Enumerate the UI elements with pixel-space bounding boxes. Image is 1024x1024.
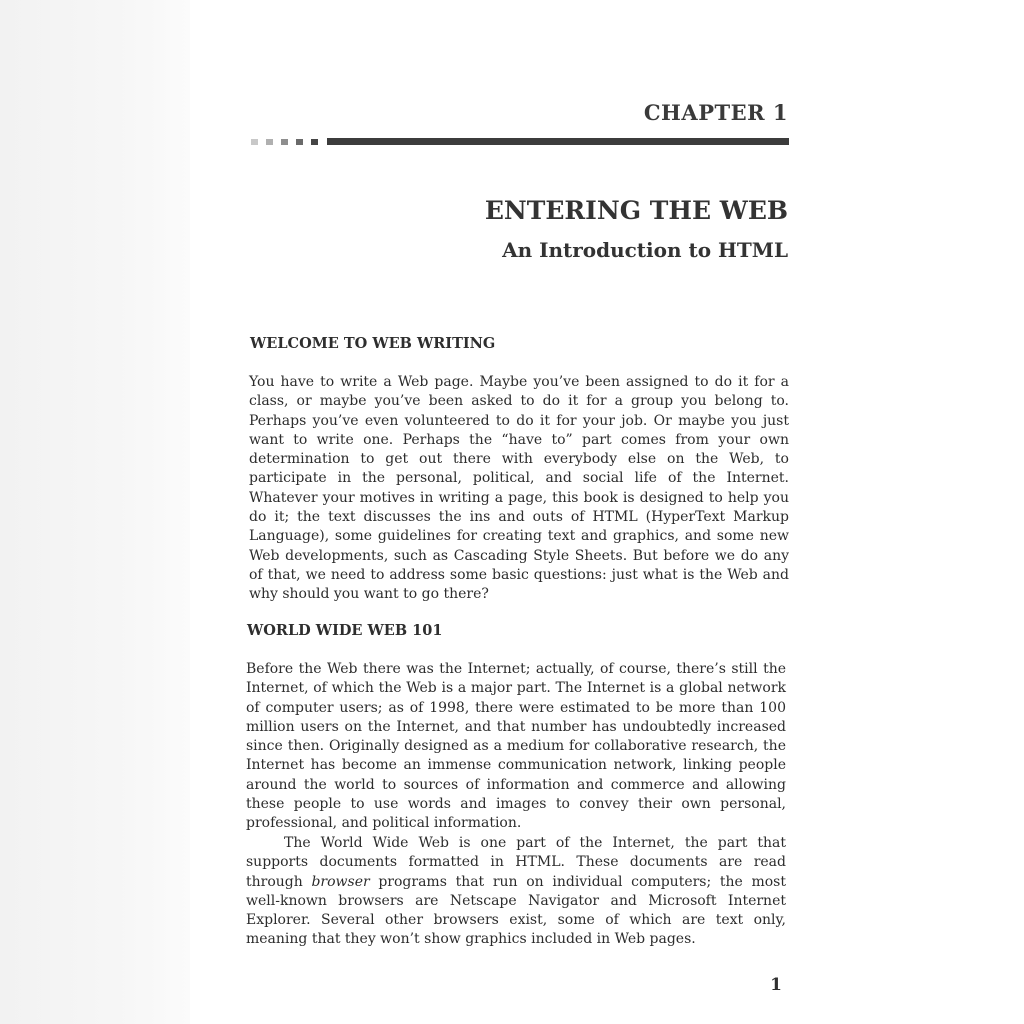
paragraph-www101-1: Before the Web there was the Internet; actually, of course, there’s still the Internet, of which the Web is a major part. The Internet is a global network of computer users; as of 1998, there were estimated to be more than 100 million users on the Internet, and that number has undoubtedly increased since then. Originally designed as a medium for collaborative research, the Internet has become an immense communication network, linking people around the world to sources of information and commerce and allowing these people to use words and images to convey their own personal, professional, and political information. <box>246 661 786 832</box>
rule-dot <box>296 139 303 145</box>
chapter-subtitle: An Introduction to HTML <box>502 238 788 262</box>
rule-dot <box>266 139 273 145</box>
chapter-rule <box>251 138 789 146</box>
paragraph-text: The World Wide Web is one part of the Internet, the part that supports documents formatted in HTML. These documents are read through <box>246 835 786 890</box>
section-heading-welcome: WELCOME TO WEB WRITING <box>250 335 496 352</box>
italic-term-browser: browser <box>311 873 370 890</box>
section-heading-www101: WORLD WIDE WEB 101 <box>247 622 443 639</box>
rule-dot <box>311 139 318 145</box>
rule-dot <box>251 139 258 145</box>
paragraph-text: programs that run on individual computers; the most well-known browsers are Netscape Navigator and Microsoft Internet Explorer. Several other browsers exist, some of which are text only, meaning that they won’t show graphics included in Web pages. <box>246 873 786 948</box>
paragraph-www101-2 <box>246 834 786 950</box>
page-gutter-shadow <box>0 0 190 1024</box>
paragraph-welcome: You have to write a Web page. Maybe you’ve been assigned to do it for a class, or maybe you’ve been asked to do it for a group you belong to. Perhaps you’ve even volunteered to do it for your job. Or maybe you just want to write one. Perhaps the “have to” part comes from your own determination to get out there with everybody else on the Web, to participate in the personal, political, and social life of the Internet. Whatever your motives in writing a page, this book is designed to help you do it; the text discusses the ins and outs of HTML (HyperText Markup Language), some guidelines for creating text and graphics, and some new Web developments, such as Cascading Style Sheets. But before we do any of that, we need to address some basic questions: just what is the Web and why should you want to go there? <box>249 374 789 603</box>
chapter-title: ENTERING THE WEB <box>484 196 788 225</box>
chapter-label: CHAPTER 1 <box>643 100 788 125</box>
rule-line <box>327 138 789 145</box>
page-number: 1 <box>770 975 782 995</box>
rule-dot <box>281 139 288 145</box>
